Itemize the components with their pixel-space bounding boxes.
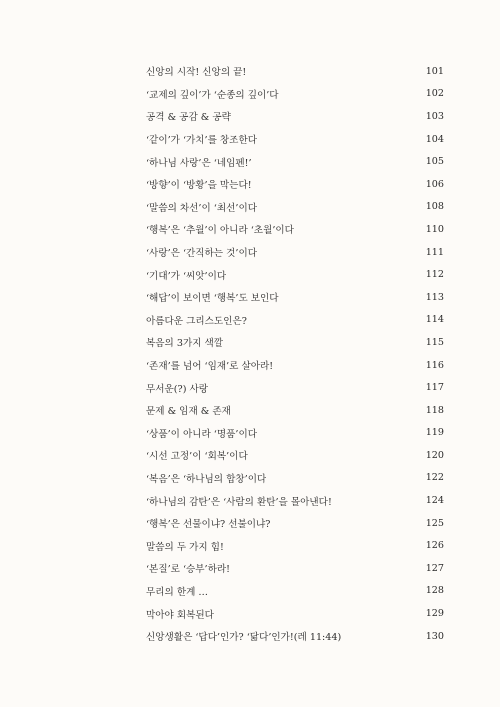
toc-entry[interactable] xyxy=(146,331,444,354)
toc-entry-page: 114 xyxy=(425,314,444,326)
toc-entry-title: ‘하나님의 감탄’은 ‘사람의 환탄’을 몰아낸다! xyxy=(146,496,332,508)
toc-entry-page: 108 xyxy=(425,201,444,213)
toc-entry-page: 101 xyxy=(425,65,444,77)
toc-entry[interactable] xyxy=(146,105,444,128)
toc-entry-title: ‘사랑’은 ‘간직하는 것’이다 xyxy=(146,248,257,260)
toc-entry[interactable] xyxy=(146,625,444,648)
toc-entry-title: 문제 & 임재 & 존재 xyxy=(146,406,231,418)
toc-entry-title: 복음의 3가지 색깔 xyxy=(146,338,224,350)
toc-entry-title: ‘본질’로 ‘승부’하라! xyxy=(146,564,230,576)
toc-entry[interactable] xyxy=(146,376,444,399)
toc-entry-page: 105 xyxy=(425,156,444,168)
toc-entry-page: 128 xyxy=(425,585,444,597)
toc-entry-title: ‘행복’은 선물이냐? 선불이냐? xyxy=(146,519,271,531)
toc-entry-title: 무서운(?) 사랑 xyxy=(146,383,209,395)
toc-entry[interactable] xyxy=(146,196,444,219)
toc-entry[interactable] xyxy=(146,602,444,625)
toc-entry[interactable] xyxy=(146,241,444,264)
toc-entry-page: 103 xyxy=(425,110,444,122)
toc-entry-page: 119 xyxy=(425,427,444,439)
toc-entry-page: 106 xyxy=(425,178,444,190)
toc-entry-title: 무리의 한계 … xyxy=(146,586,209,598)
toc-entry-page: 111 xyxy=(425,246,444,258)
toc-entry-title: ‘행복’은 ‘추월’이 아니라 ‘초월’이다 xyxy=(146,225,294,237)
toc-entry[interactable] xyxy=(146,512,444,535)
toc-entry[interactable] xyxy=(146,60,444,83)
toc-entry-title: ‘해답’이 보이면 ‘행복’도 보인다 xyxy=(146,293,279,305)
toc-entry-page: 104 xyxy=(425,133,444,145)
toc-entry[interactable] xyxy=(146,286,444,309)
toc-entry-page: 102 xyxy=(425,88,444,100)
toc-entry[interactable] xyxy=(146,173,444,196)
toc-entry[interactable] xyxy=(146,309,444,332)
toc-entry-page: 115 xyxy=(425,336,444,348)
toc-entry[interactable] xyxy=(146,422,444,445)
toc-entry[interactable] xyxy=(146,150,444,173)
toc-entry-page: 112 xyxy=(425,269,444,281)
toc-entry-title: 신앙생활은 ‘답다’인가? ‘닮다’인가!(레 11:44) xyxy=(146,632,342,644)
toc-entry-page: 116 xyxy=(425,359,444,371)
toc-entry-title: ‘하나님 사랑’은 ‘네임펜!’ xyxy=(146,157,252,169)
toc-entry[interactable] xyxy=(146,467,444,490)
toc-entry-page: 120 xyxy=(425,449,444,461)
toc-entry[interactable] xyxy=(146,444,444,467)
toc-entry[interactable] xyxy=(146,263,444,286)
toc-entry[interactable] xyxy=(146,580,444,603)
toc-entry-page: 126 xyxy=(425,540,444,552)
toc-entry-title: ‘말씀의 차선’이 ‘최선’이다 xyxy=(146,202,257,214)
toc-entry[interactable] xyxy=(146,354,444,377)
toc-entry-title: 공격 & 공감 & 공략 xyxy=(146,112,231,124)
toc-entry-title: ‘교제의 깊이’가 ‘순종의 깊이’다 xyxy=(146,89,279,101)
toc-entry[interactable] xyxy=(146,218,444,241)
toc-entry-title: ‘복음’은 ‘하나님의 합창’이다 xyxy=(146,473,267,485)
toc-entry-title: 막아야 회복된다 xyxy=(146,609,214,621)
toc-entry[interactable] xyxy=(146,534,444,557)
toc-entry-title: 말씀의 두 가지 힘! xyxy=(146,541,224,553)
toc-entry-page: 110 xyxy=(425,223,444,235)
toc-entry-title: ‘상품’이 아니라 ‘명품’이다 xyxy=(146,428,257,440)
toc-entry-title: ‘같이’가 ‘가치’를 창조한다 xyxy=(146,135,257,147)
table-of-contents xyxy=(146,60,444,647)
toc-entry[interactable] xyxy=(146,83,444,106)
toc-entry-page: 118 xyxy=(425,404,444,416)
toc-entry-title: ‘방향’이 ‘방황’을 막는다! xyxy=(146,180,252,192)
toc-entry-page: 125 xyxy=(425,517,444,529)
toc-entry-page: 113 xyxy=(425,291,444,303)
toc-entry[interactable] xyxy=(146,557,444,580)
toc-entry-title: 신앙의 시작! 신앙의 끝! xyxy=(146,67,247,79)
toc-entry-title: 아름다운 그리스도인은? xyxy=(146,315,247,327)
toc-entry-title: ‘시선 고정’이 ‘회복’이다 xyxy=(146,451,248,463)
toc-entry-page: 124 xyxy=(425,495,444,507)
toc-entry-title: ‘존재’를 넘어 ‘임재’로 살아라! xyxy=(146,361,274,373)
toc-entry[interactable] xyxy=(146,399,444,422)
toc-entry-page: 122 xyxy=(425,472,444,484)
toc-entry-page: 129 xyxy=(425,608,444,620)
toc-entry[interactable] xyxy=(146,128,444,151)
toc-entry[interactable] xyxy=(146,489,444,512)
toc-entry-page: 117 xyxy=(425,382,444,394)
toc-entry-page: 130 xyxy=(425,630,444,642)
toc-entry-title: ‘기대’가 ‘씨앗’이다 xyxy=(146,270,227,282)
toc-entry-page: 127 xyxy=(425,562,444,574)
